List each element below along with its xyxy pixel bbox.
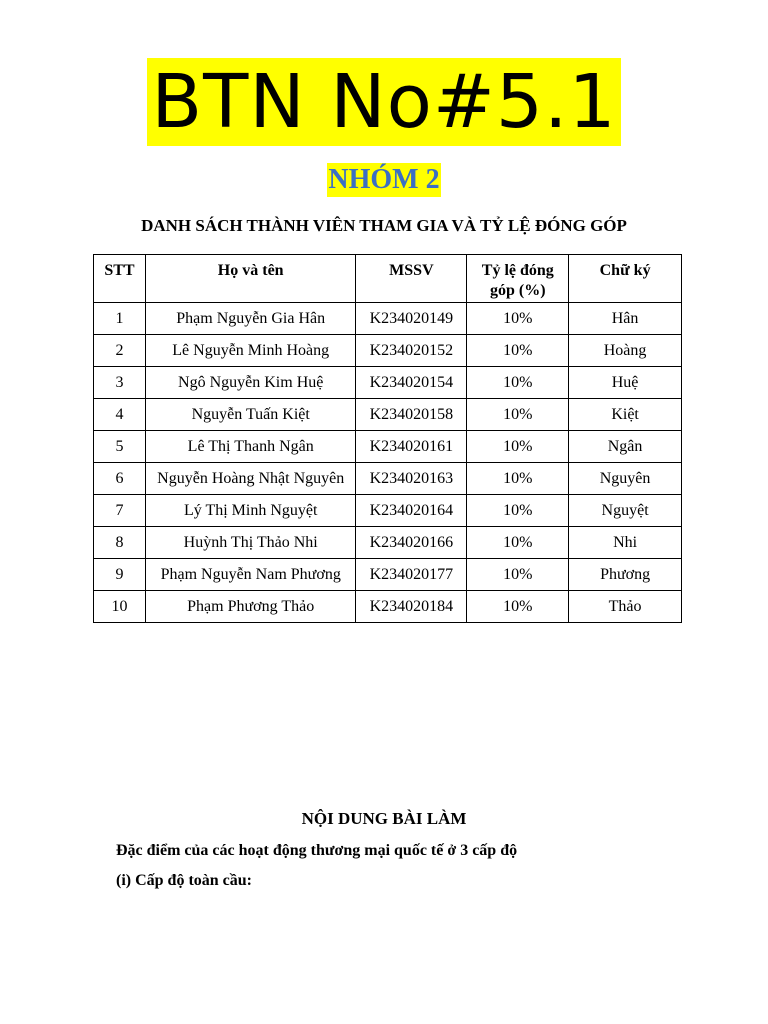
cell-stt: 4 xyxy=(94,399,146,431)
paragraph-global-level: (i) Cấp độ toàn cầu: xyxy=(116,872,253,889)
cell-signature: Kiệt xyxy=(569,399,682,431)
cell-rate: 10% xyxy=(467,463,569,495)
cell-mssv: K234020177 xyxy=(356,559,467,591)
cell-stt: 8 xyxy=(94,527,146,559)
table-header-row xyxy=(94,255,682,303)
cell-stt: 9 xyxy=(94,559,146,591)
member-list-title: DANH SÁCH THÀNH VIÊN THAM GIA VÀ TỶ LỆ ĐÓNG GÓP xyxy=(141,216,627,235)
cell-rate: 10% xyxy=(467,559,569,591)
table-row xyxy=(94,335,682,367)
cell-name: Lê Thị Thanh Ngân xyxy=(145,431,355,463)
cell-signature: Hoàng xyxy=(569,335,682,367)
cell-rate: 10% xyxy=(467,303,569,335)
table-row xyxy=(94,303,682,335)
cell-stt: 1 xyxy=(94,303,146,335)
cell-stt: 3 xyxy=(94,367,146,399)
cell-signature: Ngân xyxy=(569,431,682,463)
group-title: NHÓM 2 xyxy=(328,164,440,195)
table-row xyxy=(94,527,682,559)
cell-signature: Nhi xyxy=(569,527,682,559)
cell-mssv: K234020152 xyxy=(356,335,467,367)
cell-mssv: K234020166 xyxy=(356,527,467,559)
cell-mssv: K234020154 xyxy=(356,367,467,399)
cell-stt: 7 xyxy=(94,495,146,527)
header-signature: Chữ ký xyxy=(569,255,682,303)
header-rate-line-1: Tỷ lệ đóng xyxy=(481,262,554,279)
cell-mssv: K234020161 xyxy=(356,431,467,463)
table-row xyxy=(94,463,682,495)
cell-stt: 5 xyxy=(94,431,146,463)
cell-name: Phạm Phương Thảo xyxy=(145,591,355,623)
cell-signature: Thảo xyxy=(569,591,682,623)
cell-mssv: K234020163 xyxy=(356,463,467,495)
cell-name: Lý Thị Minh Nguyệt xyxy=(145,495,355,527)
header-mssv: MSSV xyxy=(356,255,467,303)
cell-signature: Phương xyxy=(569,559,682,591)
table-row xyxy=(94,399,682,431)
table-row xyxy=(94,495,682,527)
cell-rate: 10% xyxy=(467,367,569,399)
header-name: Họ và tên xyxy=(145,255,355,303)
cell-rate: 10% xyxy=(467,399,569,431)
group-title-wrapper xyxy=(0,163,768,197)
cell-rate: 10% xyxy=(467,495,569,527)
cell-signature: Huệ xyxy=(569,367,682,399)
cell-mssv: K234020164 xyxy=(356,495,467,527)
cell-signature: Nguyên xyxy=(569,463,682,495)
cell-rate: 10% xyxy=(467,591,569,623)
table-row xyxy=(94,367,682,399)
cell-signature: Hân xyxy=(569,303,682,335)
cell-mssv: K234020184 xyxy=(356,591,467,623)
cell-name: Phạm Nguyễn Nam Phương xyxy=(145,559,355,591)
table-row xyxy=(94,591,682,623)
cell-mssv: K234020149 xyxy=(356,303,467,335)
cell-stt: 10 xyxy=(94,591,146,623)
cell-stt: 6 xyxy=(94,463,146,495)
cell-stt: 2 xyxy=(94,335,146,367)
paragraph-characteristics: Đặc điểm của các hoạt động thương mại quốc tế ở 3 cấp độ xyxy=(116,842,518,859)
cell-mssv: K234020158 xyxy=(356,399,467,431)
header-stt: STT xyxy=(94,255,146,303)
cell-rate: 10% xyxy=(467,431,569,463)
main-title: BTN No#5.1 xyxy=(147,58,620,146)
header-contribution-rate xyxy=(467,255,569,303)
cell-signature: Nguyệt xyxy=(569,495,682,527)
cell-name: Nguyễn Tuấn Kiệt xyxy=(145,399,355,431)
cell-rate: 10% xyxy=(467,335,569,367)
cell-rate: 10% xyxy=(467,527,569,559)
member-table xyxy=(93,254,682,623)
main-title-wrapper xyxy=(0,58,768,146)
table-row xyxy=(94,431,682,463)
cell-name: Ngô Nguyễn Kim Huệ xyxy=(145,367,355,399)
section-title: NỘI DUNG BÀI LÀM xyxy=(301,809,467,828)
cell-name: Nguyễn Hoàng Nhật Nguyên xyxy=(145,463,355,495)
cell-name: Phạm Nguyễn Gia Hân xyxy=(145,303,355,335)
cell-name: Huỳnh Thị Thảo Nhi xyxy=(145,527,355,559)
table-row xyxy=(94,559,682,591)
cell-name: Lê Nguyễn Minh Hoàng xyxy=(145,335,355,367)
header-rate-line-2: góp (%) xyxy=(489,282,546,299)
